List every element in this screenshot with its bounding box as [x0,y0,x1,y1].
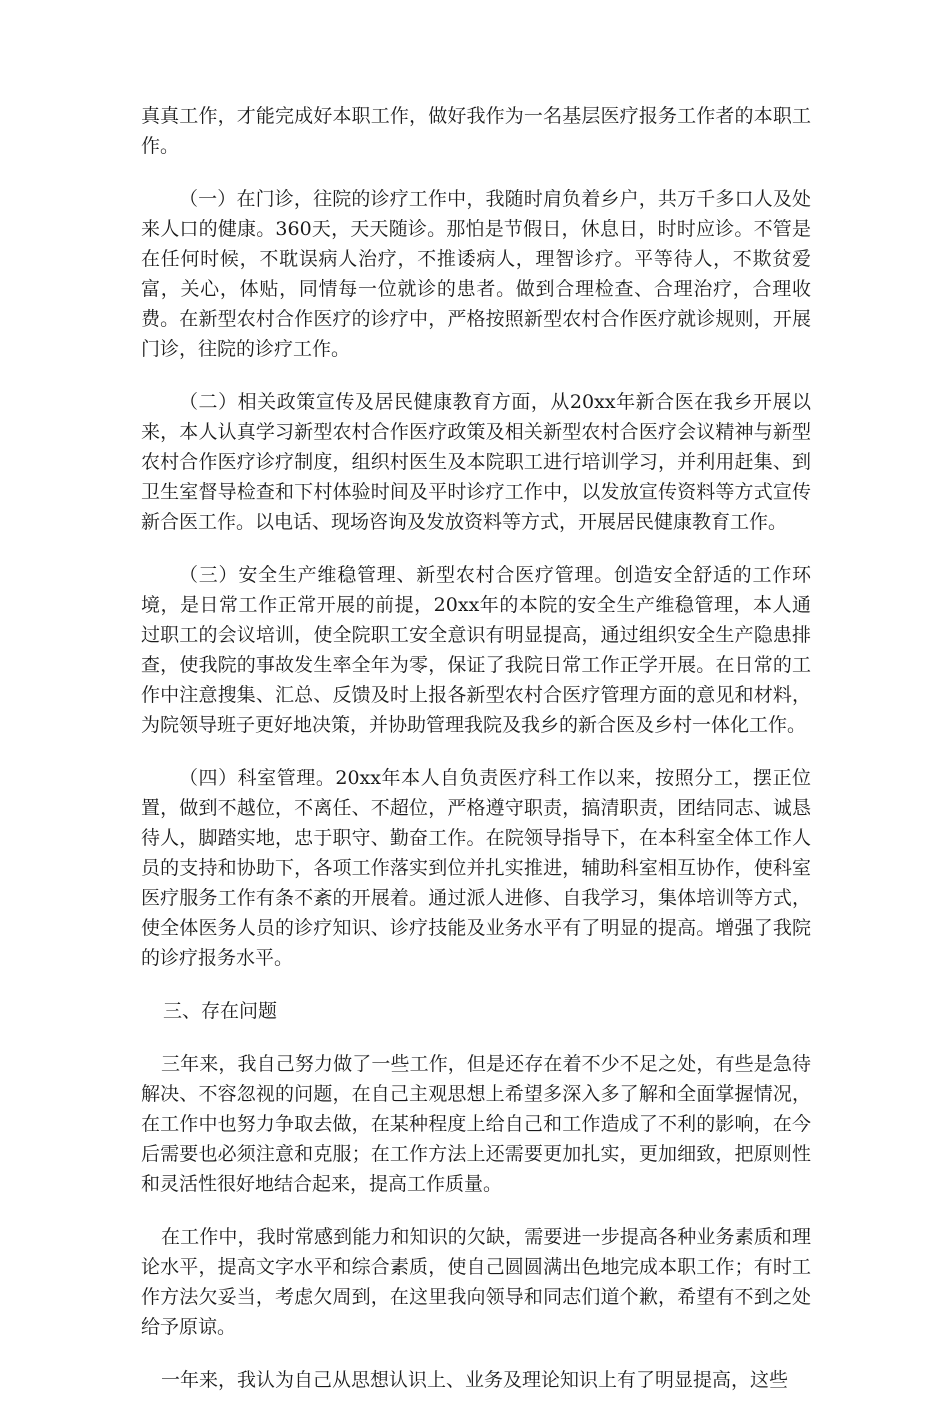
paragraph-safety-management: （三）安全生产维稳管理、新型农村合医疗管理。创造安全舒适的工作环境，是日常工作正常开展的前提，20xx年的本院的安全生产维稳管理，本人通过职工的会议培训，使全院职工安全意识有明显提高，通过组织安全生产隐患排查，使我院的事故发生率全年为零，保证了我院日常工作正学开展。在日常的工作中注意搜集、汇总、反馈及时上报各新型农村合医疗管理方面的意见和材料，为院领导班子更好地决策，并协助管理我院及我乡的新合医及乡村一体化工作。 [141,564,811,736]
paragraph-intro: 真真工作，才能完成好本职工作，做好我作为一名基层医疗报务工作者的本职工作。 [141,105,811,157]
paragraph-problems: 三年来，我自己努力做了一些工作，但是还存在着不少不足之处，有些是急待解决、不容忽视的问题，在自己主观思想上希望多深入多了解和全面掌握情况，在工作中也努力争取去做，在某种程度上给自己和工作造成了不利的影响，在今后需要也必须注意和克服；在工作方法上还需要更加扎实，更加细致，把原则性和灵活性很好地结合起来，提高工作质量。 [141,1053,811,1195]
document-body [141,101,811,1418]
paragraph-policy-education: （二）相关政策宣传及居民健康教育方面，从20xx年新合医在我乡开展以来，本人认真学习新型农村合作医疗政策及相关新型农村合医疗会议精神与新型农村合作医疗诊疗制度，组织村医生及本院职工进行培训学习，并利用赶集、到卫生室督导检查和下村体验时间及平时诊疗工作中，以发放宣传资料等方式宣传新合医工作。以电话、现场咨询及发放资料等方式，开展居民健康教育工作。 [141,391,811,533]
paragraph-outpatient: （一）在门诊，往院的诊疗工作中，我随时肩负着乡户，共万千多口人及处来人口的健康。360天，天天随诊。那怕是节假日，休息日，时时应诊。不管是在任何时候，不耽误病人治疗，不推诿病人，理智诊疗。平等待人，不欺贫爱富，关心，体贴，同情每一位就诊的患者。做到合理检查、合理治疗，合理收费。在新型农村合作医疗的诊疗中，严格按照新型农村合作医疗就诊规则，开展门诊，往院的诊疗工作。 [141,188,811,360]
paragraph-shortcomings: 在工作中，我时常感到能力和知识的欠缺，需要进一步提高各种业务素质和理论水平，提高文字水平和综合素质，使自己圆圆满出色地完成本职工作；有时工作方法欠妥当，考虑欠周到，在这里我向领导和同志们道个歉，希望有不到之处给予原谅。 [141,1226,811,1338]
paragraph-summary: 一年来，我认为自己从思想认识上、业务及理论知识上有了明显提高，这些 [161,1369,789,1391]
paragraph-department-management: （四）科室管理。20xx年本人自负责医疗科工作以来，按照分工，摆正位置，做到不越位，不离任、不超位，严格遵守职责，搞清职责，团结同志、诚恳待人，脚踏实地，忠于职守、勤奋工作。在院领导指导下，在本科室全体工作人员的支持和协助下，各项工作落实到位并扎实推进，辅助科室相互协作，使科室医疗服务工作有条不紊的开展着。通过派人进修、自我学习，集体培训等方式，使全体医务人员的诊疗知识、诊疗技能及业务水平有了明显的提高。增强了我院的诊疗报务水平。 [141,767,811,969]
section-heading-problems: 三、存在问题 [163,1000,278,1022]
